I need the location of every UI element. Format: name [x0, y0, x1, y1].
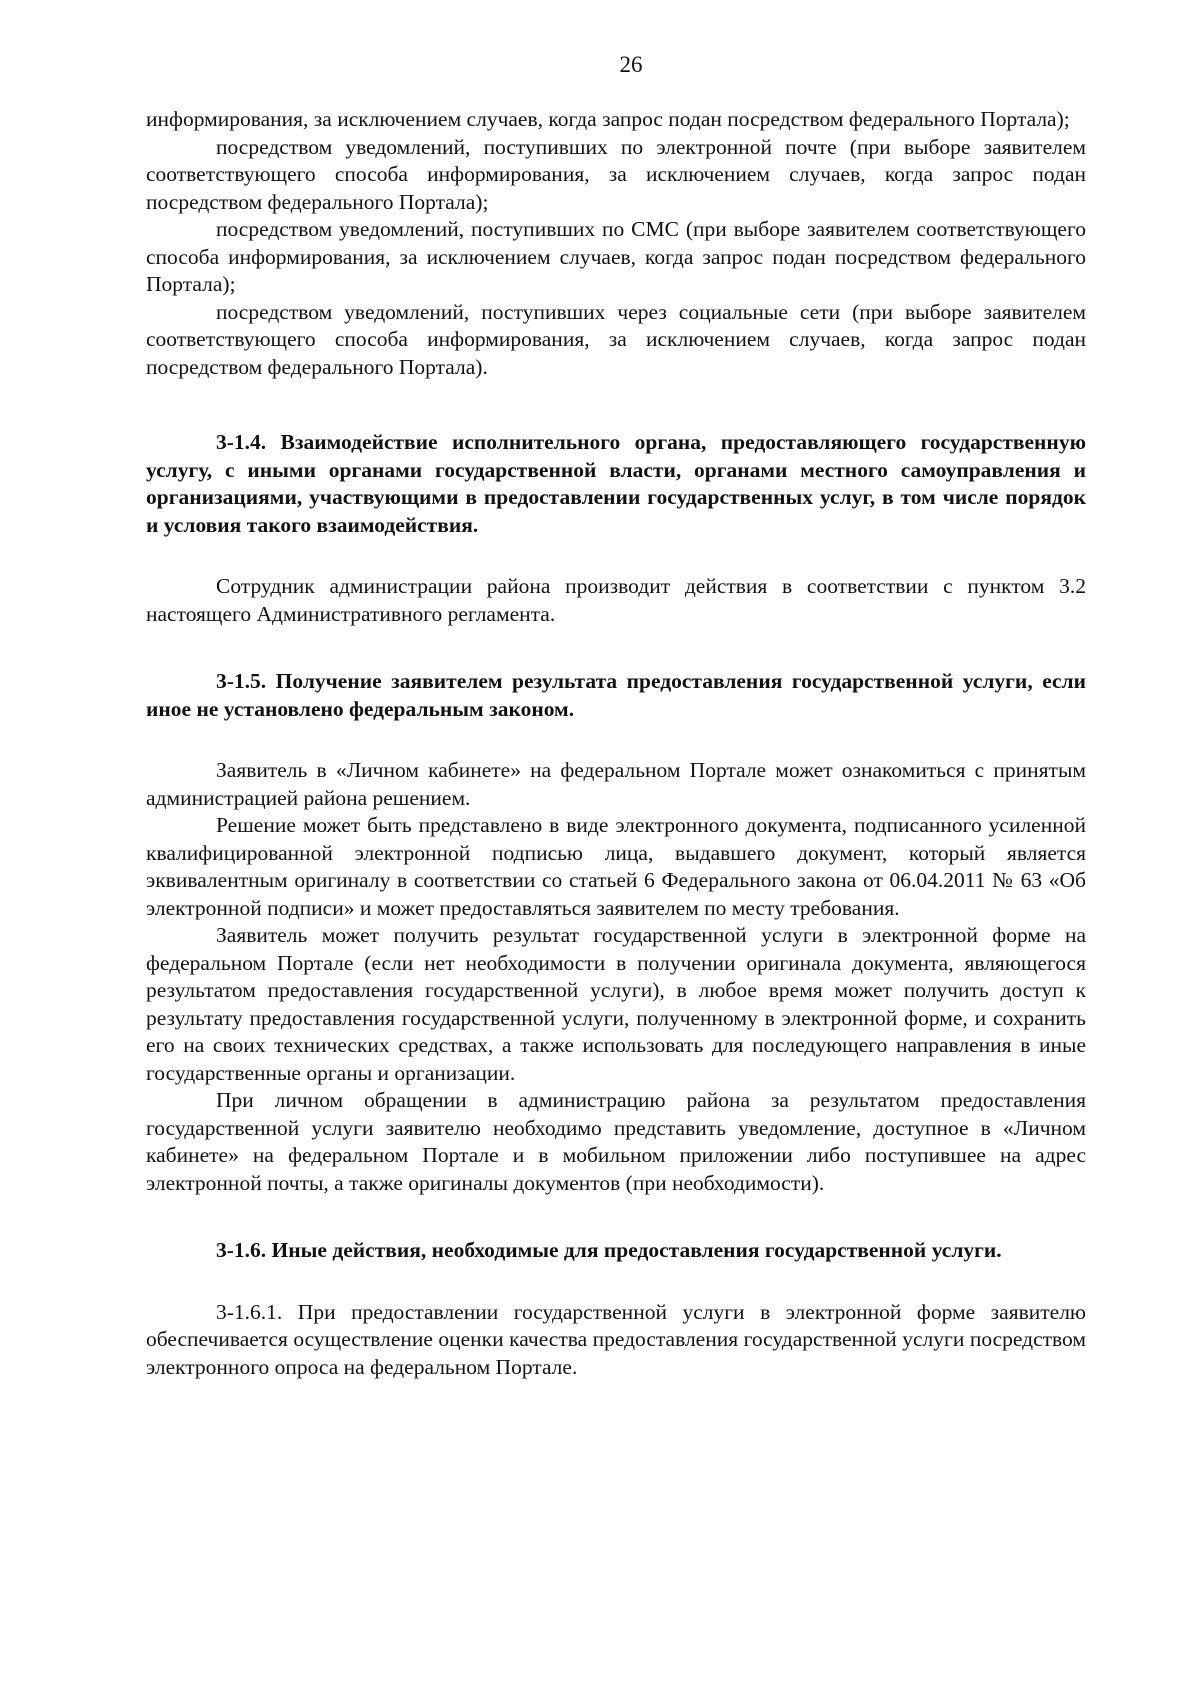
paragraph-informing-end: информирования, за исключением случаев, когда запрос подан посредством федерального Портала);	[146, 107, 1070, 131]
paragraph-email-notifications: посредством уведомлений, поступивших по электронной почте (при выборе заявителем соответствующего способа информирования, за исключением случаев, когда запрос подан посредством федерального Портала);	[146, 134, 1086, 214]
paragraph-personal-visit: При личном обращении в администрацию района за результатом предоставления государственной услуги заявителю необходимо представить уведомление, доступное в «Личном кабинете» на федеральном Портале и в мобильном приложении либо поступившее на адрес электронной почты, а также оригиналы документов (при необходимости).	[146, 1088, 1086, 1195]
paragraph-electronic-result: Заявитель может получить результат государственной услуги в электронной форме на федеральном Портале (если нет необходимости в получении оригинала документа, являющегося результатом предоставления государственной услуги), в любое время может получить доступ к результату предоставления государственной услуги, полученному в электронной форме, и сохранить его на своих технических средствах, а также использовать для последующего направления в иные государственные органы и организации.	[146, 923, 1086, 1085]
paragraph-social-notifications: посредством уведомлений, поступивших через социальные сети (при выборе заявителем соответствующего способа информирования, за исключением случаев, когда запрос подан посредством федерального Портала).	[146, 299, 1086, 379]
page-number: 26	[619, 52, 643, 77]
heading-section-3-1-6: 3-1.6. Иные действия, необходимые для предоставления государственной услуги.	[216, 1238, 1002, 1262]
paragraph-quality-assessment: 3-1.6.1. При предоставлении государственной услуги в электронной форме заявителю обеспечивается осуществление оценки качества предоставления государственной услуги посредством электронного опроса на федеральном Портале.	[146, 1299, 1086, 1379]
document-page	[146, 50, 1086, 1381]
paragraph-electronic-decision: Решение может быть представлено в виде электронного документа, подписанного усиленной квалифицированной электронной подписью лица, выдавшего документ, который является эквивалентным оригиналу в соответствии со статьей 6 Федерального закона от 06.04.2011 № 63 «Об электронной подписи» и может предоставляться заявителем по месту требования.	[146, 813, 1086, 920]
paragraph-district-employee: Сотрудник администрации района производит действия в соответствии с пунктом 3.2 настоящего Административного регламента.	[146, 574, 1086, 626]
paragraph-sms-notifications: посредством уведомлений, поступивших по СМС (при выборе заявителем соответствующего способа информирования, за исключением случаев, когда запрос подан посредством федерального Портала);	[146, 217, 1086, 296]
heading-section-3-1-5: 3-1.5. Получение заявителем результата предоставления государственной услуги, если иное не установлено федеральным законом.	[146, 669, 1086, 721]
paragraph-personal-account: Заявитель в «Личном кабинете» на федеральном Портале может ознакомиться с принятым администрацией района решением.	[146, 758, 1086, 810]
heading-section-3-1-4: 3-1.4. Взаимодействие исполнительного органа, предоставляющего государственную услугу, с иными органами государственной власти, органами местного самоуправления и организациями, участвующими в предоставлении государственных услуг, в том числе порядок и условия такого взаимодействия.	[146, 430, 1086, 537]
